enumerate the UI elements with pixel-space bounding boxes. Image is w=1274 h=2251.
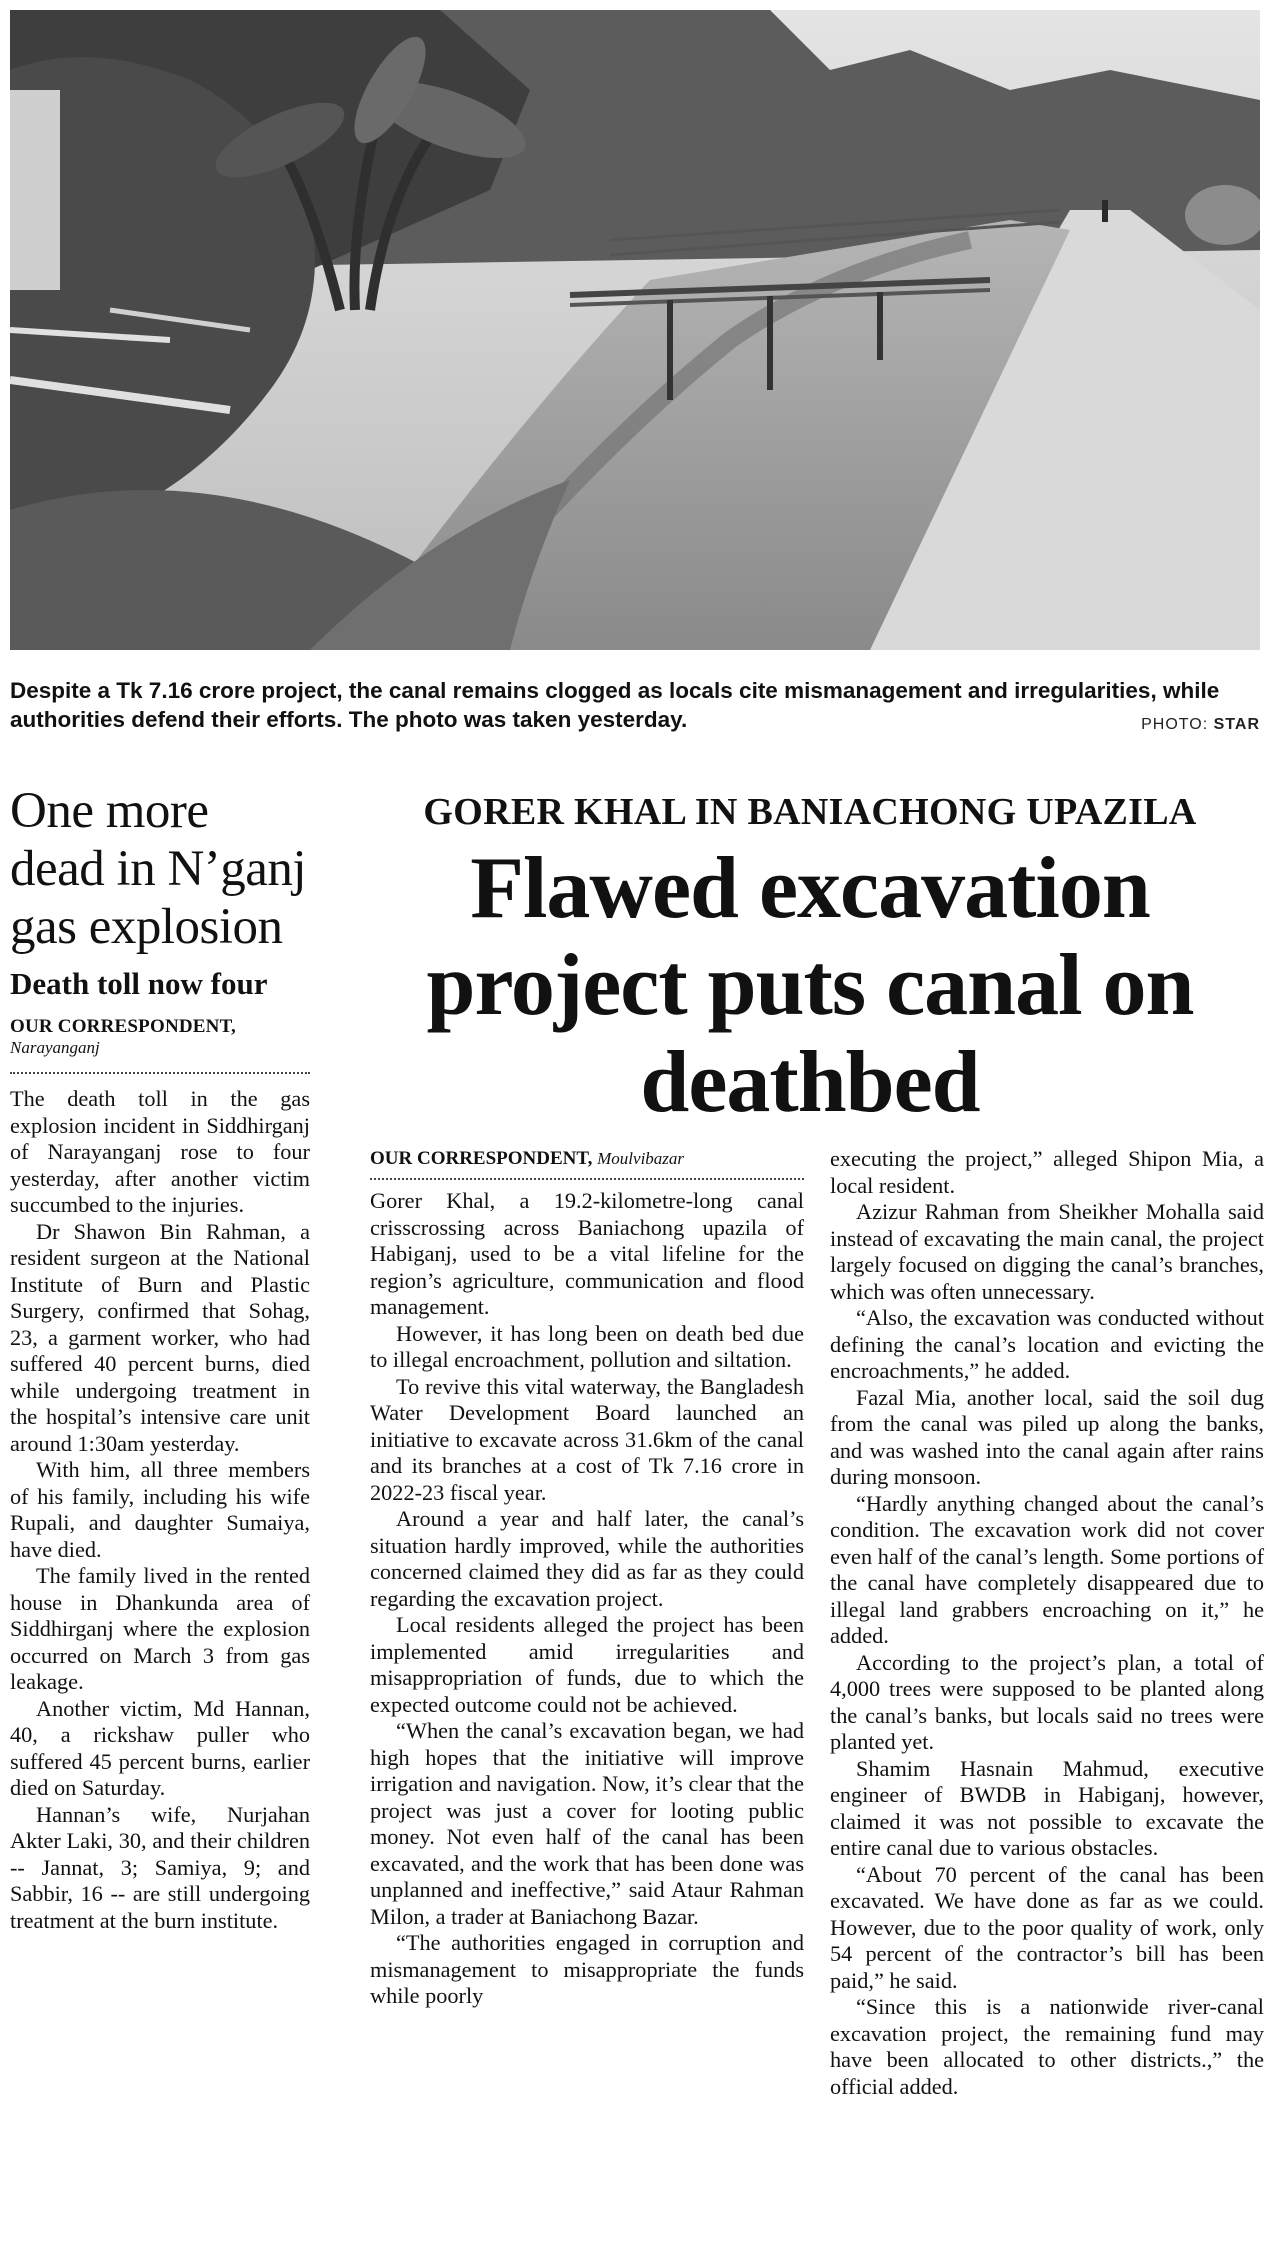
paragraph: Dr Shawon Bin Rahman, a resident surgeon at the National Institute of Burn and Plastic Surgery, confirmed that Sohag, 23, a garment worker, who had suffered 40 percent burns, died while undergoing treatment in the hospital’s intensive care unit around 1:30am yesterday. bbox=[10, 1218, 310, 1456]
main-story-body-col2 bbox=[830, 1146, 1264, 2100]
paragraph: “The authorities engaged in corruption and mismanagement to misappropriate the funds while poorly bbox=[370, 1930, 804, 2008]
side-story-byline: OUR CORRESPONDENT, bbox=[10, 1016, 236, 1037]
paragraph: To revive this vital waterway, the Bangladesh Water Development Board launched an initiative to excavate across 31.6km of the canal and its branches at a cost of Tk 7.16 crore in 2022-23 fiscal year. bbox=[370, 1373, 804, 1505]
paragraph: Azizur Rahman from Sheikher Mohalla said instead of excavating the main canal, the project largely focused on digging the canal’s branches, which was often unnecessary. bbox=[830, 1199, 1264, 1304]
side-story-headline: One more dead in N’ganj gas explosion bbox=[10, 783, 307, 955]
paragraph: “Also, the excavation was conducted without defining the canal’s location and evicting the encroachments,” he added. bbox=[830, 1305, 1264, 1383]
paragraph: Around a year and half later, the canal’s situation hardly improved, while the authorities concerned claimed they did as far as they could regarding the excavation project. bbox=[370, 1506, 804, 1611]
paragraph: Another victim, Md Hannan, 40, a rickshaw puller who suffered 45 percent burns, earlier died on Saturday. bbox=[10, 1695, 310, 1800]
side-story-subhead: Death toll now four bbox=[10, 966, 268, 1001]
divider bbox=[370, 1178, 804, 1180]
main-story-byline-name: OUR CORRESPONDENT, bbox=[370, 1148, 593, 1169]
paragraph: Local residents alleged the project has been implemented amid irregularities and misappropriation of funds, due to which the expected outcome could not be achieved. bbox=[370, 1612, 804, 1717]
paragraph: Shamim Hasnain Mahmud, executive engineer of BWDB in Habiganj, however, claimed it was not possible to excavate the entire canal due to various obstacles. bbox=[830, 1755, 1264, 1860]
main-story-dateline: Moulvibazar bbox=[597, 1149, 685, 1168]
side-story bbox=[10, 782, 310, 1934]
photo-credit bbox=[1141, 716, 1260, 734]
canal-photo bbox=[10, 10, 1260, 650]
main-story-column-1 bbox=[370, 1148, 804, 2010]
paragraph: However, it has long been on death bed due to illegal encroachment, pollution and siltation. bbox=[370, 1320, 804, 1372]
paragraph: The death toll in the gas explosion incident in Siddhirganj of Narayanganj rose to four yesterday, after another victim succumbed to the injuries. bbox=[10, 1086, 310, 1217]
paragraph: executing the project,” alleged Shipon Mia, a local resident. bbox=[830, 1146, 1264, 1198]
side-story-body bbox=[10, 1086, 310, 1934]
photo-credit-label: PHOTO: bbox=[1141, 716, 1209, 733]
paragraph: “About 70 percent of the canal has been excavated. We have done as far as we could. However, due to the poor quality of work, only 54 percent of the contractor’s bill has been paid,” he said. bbox=[830, 1861, 1264, 1993]
photo-caption: Despite a Tk 7.16 crore project, the canal remains clogged as locals cite mismanagement and irregularities, while authorities defend their efforts. The photo was taken yesterday. bbox=[10, 678, 1220, 732]
paragraph: The family lived in the rented house in Dhankunda area of Siddhirganj where the explosion occurred on March 3 from gas leakage. bbox=[10, 1563, 310, 1694]
main-story-kicker: GORER KHAL IN BANIACHONG UPAZILA bbox=[423, 791, 1197, 833]
paragraph: With him, all three members of his family, including his wife Rupali, and daughter Sumaiya, have died. bbox=[10, 1457, 310, 1562]
divider bbox=[10, 1072, 310, 1074]
main-story-headline: Flawed excavation project puts canal on deathbed bbox=[426, 840, 1194, 1131]
main-story-column-2 bbox=[830, 1146, 1264, 2100]
paragraph: “Hardly anything changed about the canal’s condition. The excavation work did not cover even half of the canal’s length. Some portions of the canal have completely disappeared due to illegal land grabbers encroaching on it,” he added. bbox=[830, 1490, 1264, 1648]
paragraph: Gorer Khal, a 19.2-kilometre-long canal crisscrossing across Baniachong upazila of Habiganj, used to be a vital lifeline for the region’s agriculture, communication and flood management. bbox=[370, 1188, 804, 1319]
main-story-byline bbox=[370, 1148, 804, 1170]
paragraph: According to the project’s plan, a total of 4,000 trees were supposed to be planted along the canal’s banks, but locals said no trees were planted yet. bbox=[830, 1649, 1264, 1754]
paragraph: Fazal Mia, another local, said the soil dug from the canal was piled up along the banks, and was washed into the canal again after rains during monsoon. bbox=[830, 1384, 1264, 1489]
paragraph: Hannan’s wife, Nurjahan Akter Laki, 30, and their children -- Jannat, 3; Samiya, 9; and Sabbir, 16 -- are still undergoing treatment at the burn institute. bbox=[10, 1801, 310, 1933]
paragraph: “When the canal’s excavation began, we had high hopes that the initiative will improve irrigation and navigation. Now, it’s clear that the project was just a cover for looting public money. Not even half of the canal has been excavated, and the work that has been done was unplanned and ineffective,” said Ataur Rahman Milon, a trader at Baniachong Bazar. bbox=[370, 1718, 804, 1929]
main-story-body-col1 bbox=[370, 1188, 804, 2010]
paragraph: “Since this is a nationwide river-canal excavation project, the remaining fund may have been allocated to other districts.,” the official added. bbox=[830, 1994, 1264, 2099]
side-story-dateline: Narayanganj bbox=[10, 1038, 100, 1057]
photo-credit-source: STAR bbox=[1213, 716, 1260, 733]
